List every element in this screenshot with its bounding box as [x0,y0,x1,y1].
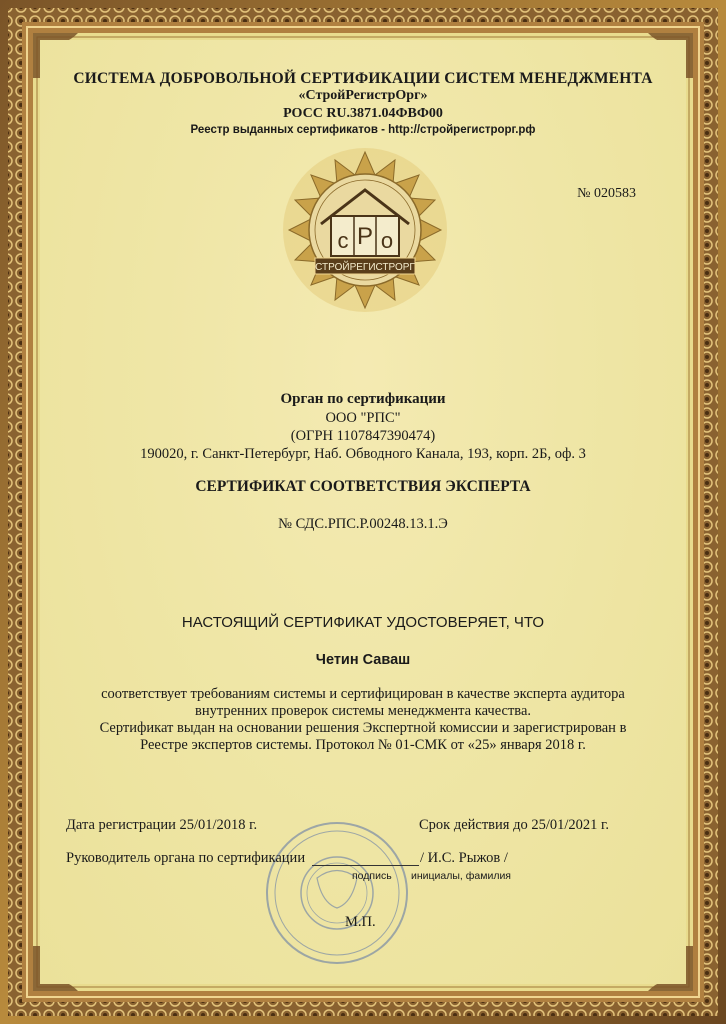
body-line: Реестре экспертов системы. Протокол № 01-СМК от «25» января 2018 г. [140,737,586,753]
certificate-number: № 020583 [577,186,636,201]
emblem-banner-text: СТРОЙРЕГИСТРОРГ [315,262,415,273]
registry-link: Реестр выданных сертификатов - http://стройрегистрорг.рф [190,124,536,136]
certification-body-address: 190020, г. Санкт-Петербург, Наб. Обводного Канала, 193, корп. 2Б, оф. 3 [140,446,586,462]
body-line: соответствует требованиям системы и сертифицирован в качестве эксперта аудитора [101,686,625,702]
certification-body-title: Орган по сертификации [280,391,446,407]
signer-name: / И.С. Рыжов / [420,850,508,866]
certificate-title: СЕРТИФИКАТ СООТВЕТСТВИЯ ЭКСПЕРТА [195,478,531,495]
registration-date: Дата регистрации 25/01/2018 г. [66,817,258,833]
svg-text:P: P [356,223,374,250]
seal-place-label: М.П. [345,914,376,930]
svg-text:c: c [337,228,349,253]
brand-name: «СтройРегистрОрг» [298,88,428,103]
body-line: Сертификат выдан на основании решения Экспертной комиссии и зарегистрирован в [99,720,627,736]
body-line: внутренних проверок системы менеджмента качества. [195,703,531,719]
svg-text:o: o [380,228,394,253]
certificate-code: № СДС.РПС.Р.00248.13.1.Э [278,516,448,532]
holder-name: Четин Саваш [315,652,411,668]
certification-body-ogrn: (ОГРН 1107847390474) [290,428,436,444]
certification-body-name: ООО "РПС" [325,410,401,426]
signature-caption: подпись [352,870,392,882]
certificate-claim: НАСТОЯЩИЙ СЕРТИФИКАТ УДОСТОВЕРЯЕТ, ЧТО [181,614,545,631]
building-logo-icon [270,130,460,340]
registration-number: РОСС RU.3871.04ФВФ00 [283,106,443,121]
system-title: СИСТЕМА ДОБРОВОЛЬНОЙ СЕРТИФИКАЦИИ СИСТЕМ МЕНЕДЖМЕНТА [73,70,653,87]
initials-caption: инициалы, фамилия [411,870,511,882]
official-stamp-icon [262,818,412,968]
signature-line [312,865,419,866]
validity-date: Срок действия до 25/01/2021 г. [419,817,609,833]
head-label: Руководитель органа по сертификации [66,850,306,866]
